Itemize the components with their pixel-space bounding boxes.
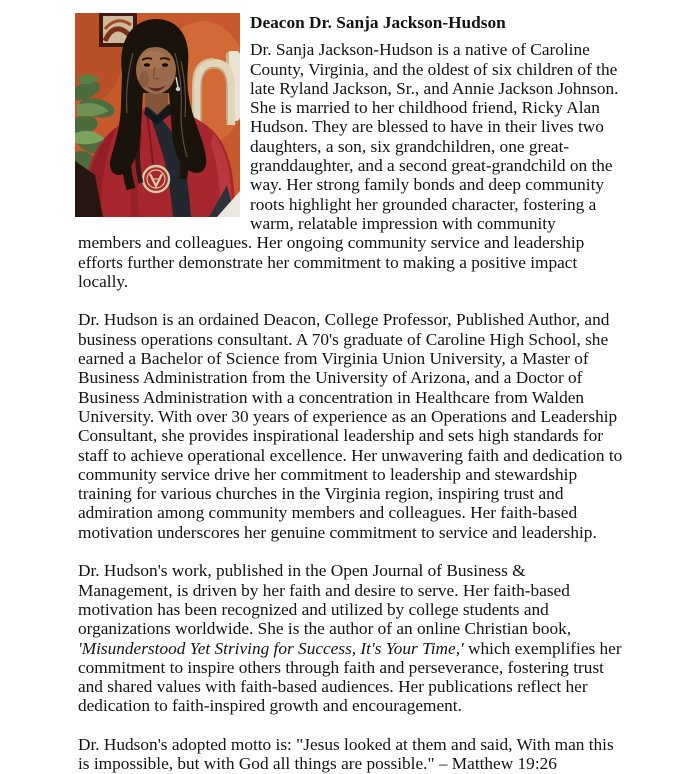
portrait-photo <box>75 13 240 217</box>
cheek-shade <box>139 71 149 87</box>
book-title: 'Misunderstood Yet Striving for Success, It's Your Time,' <box>78 638 464 658</box>
paragraph-3-text-before: Dr. Hudson's work, published in the Open Journal of Business & Management, is driven by her faith and desire to serve. Her faith-based motivation has been recognized and utilized by college students and organizations worldwide. She is the author of an online Christian book, <box>78 561 572 639</box>
portrait-illustration <box>75 13 240 217</box>
bio-paragraph-3 <box>78 561 623 715</box>
bio-paragraph-4-motto: Dr. Hudson's adopted motto is: "Jesus looked at them and said, With man this is impossible, but with God all things are possible." – Matthew 19:26 <box>78 734 614 774</box>
paragraph-3-text-after: which exemplifies her commitment to inspire others through faith and perseverance, fostering trust and shared values with faith-based audiences. Her publications reflect her dedication to faith-inspired growth and encouragement. <box>78 638 622 716</box>
bio-paragraph-1: Dr. Sanja Jackson-Hudson is a native of Caroline County, Virginia, and the oldest of six children of the late Ryland Jackson, Sr., and Annie Jackson Johnson. She is married to her childhood friend, Ricky Alan Hudson. They are blessed to have in their lives two daughters, a son, six grandchildren, one great-granddaughter, and a second great-grandchild on the way. Her strong family bonds and deep community roots highlight her grounded character, fostering a warm, relatable impression with community members and colleagues. Her ongoing community service and leadership efforts further demonstrate her commitment to making a positive impact locally. <box>78 40 619 291</box>
bio-paragraph-2: Dr. Hudson is an ordained Deacon, College Professor, Published Author, and business operations consultant. A 70's graduate of Caroline High School, she earned a Bachelor of Science from Virginia Union University, a Master of Business Administration from the University of Arizona, and a Doctor of Business Administration with a concentration in Healthcare from Walden University. With over 30 years of experience as an Operations and Leadership Consultant, she provides inspirational leadership and sets high standards for staff to achieve operational excellence. Her unwavering faith and dedication to community service drive her commitment to leadership and stewardship training for various churches in the Virginia region, inspiring trust and admiration among community members and colleagues. Her faith-based motivation underscores her genuine commitment to service and leadership. <box>78 310 623 542</box>
left-eye <box>144 63 150 66</box>
page-title: Deacon Dr. Sanja Jackson-Hudson <box>250 13 506 32</box>
right-eye <box>162 63 168 66</box>
blazer-logo-emblem <box>143 166 169 192</box>
